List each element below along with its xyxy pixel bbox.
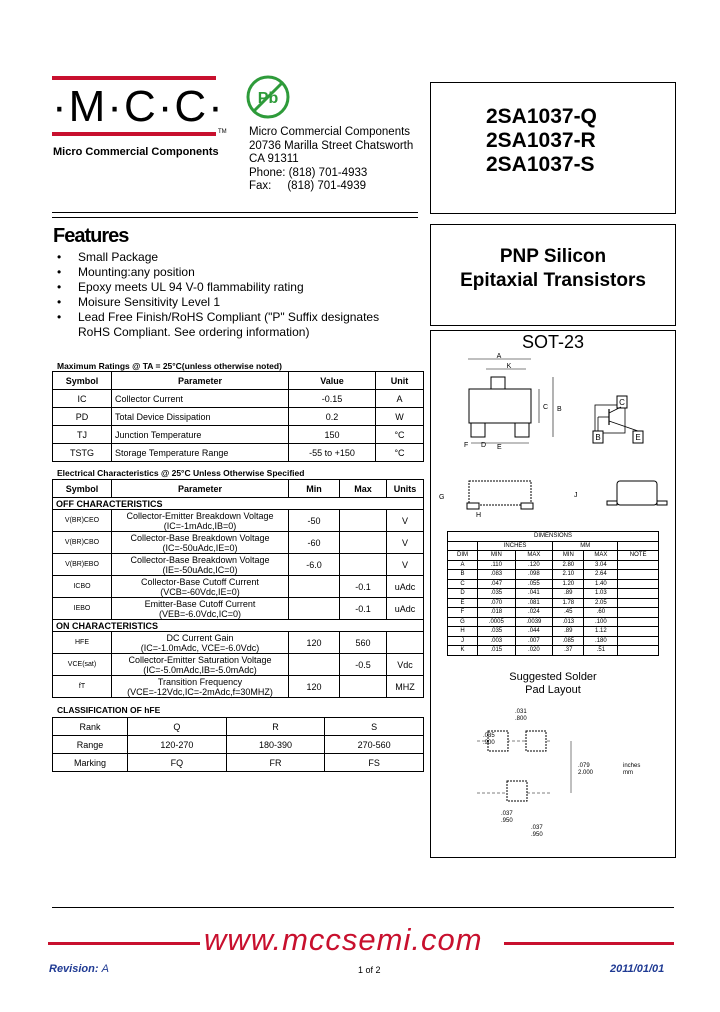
table-header: Parameter	[112, 372, 289, 390]
electrical-title: Electrical Characteristics @ 25°C Unless Otherwise Specified	[57, 468, 305, 478]
table-header: Min	[289, 480, 340, 498]
dim-label-e: E	[497, 444, 502, 451]
solder-dim: .035	[483, 733, 495, 739]
solder-unit: mm	[623, 770, 633, 776]
header-divider	[52, 217, 418, 218]
table-row: ICBO Collector-Base Cutoff Current (VCB=-60Vdc,IE=0) -0.1 uAdc	[53, 576, 424, 598]
max-ratings-title: Maximum Ratings @ TA = 25°C(unless otherwise noted)	[57, 361, 282, 371]
solder-unit: inches	[623, 763, 641, 769]
dim-label-g: G	[439, 494, 445, 501]
solder-dim: .900	[483, 740, 495, 746]
dimensions-title: DIMENSIONS	[448, 532, 659, 542]
package-side-view	[431, 471, 675, 531]
table-row: PD Total Device Dissipation 0.2 W	[53, 408, 424, 426]
part-number: 2SA1037-S	[486, 153, 595, 176]
table-row: IC Collector Current -0.15 A	[53, 390, 424, 408]
dim-label-f: F	[464, 442, 469, 449]
table-row: F .018 .024 .45 .60	[448, 608, 659, 618]
header-divider	[52, 212, 418, 213]
table-row: V(BR)EBO Collector-Base Breakdown Voltage (IE=-50uAdc,IC=0) -6.0 V	[53, 554, 424, 576]
table-row: Range 120-270 180-390 270-560	[53, 736, 424, 754]
solder-title: Pad Layout	[525, 684, 581, 696]
list-item: • Small Package	[52, 250, 392, 265]
classification-title: CLASSIFICATION OF hFE	[57, 705, 161, 715]
dim-label-c: C	[543, 404, 549, 411]
solder-dim: .031	[515, 709, 527, 715]
table-header: Symbol	[53, 480, 112, 498]
table-row: V(BR)CBO Collector-Base Breakdown Voltage (IC=-50uAdc,IE=0) -60 V	[53, 532, 424, 554]
description-line: Epitaxial Transistors	[460, 270, 646, 291]
dimensions-table	[447, 531, 659, 656]
table-header: DIM	[448, 551, 478, 561]
dim-group-inches: INCHES	[478, 541, 553, 551]
package-name: SOT-23	[521, 332, 585, 352]
table-row: B .083 .098 2.10 2.64	[448, 570, 659, 580]
address-line: Fax: (818) 701-4939	[249, 180, 366, 192]
dim-label-k: K	[506, 363, 512, 370]
solder-dim: .037	[531, 825, 543, 831]
dim-label-b: B	[557, 406, 562, 413]
table-row: TSTG Storage Temperature Range -55 to +150 °C	[53, 444, 424, 462]
table-header: MIN	[478, 551, 516, 561]
table-header: MIN	[553, 551, 584, 561]
description-line: PNP Silicon	[499, 246, 607, 267]
table-row: HFE DC Current Gain (IC=-1.0mAdc, VCE=-6.0Vdc) 120 560	[53, 632, 424, 654]
description-box	[430, 224, 676, 326]
pb-free-icon	[245, 74, 291, 120]
package-box	[430, 330, 676, 858]
max-ratings-table	[52, 371, 424, 462]
address-line: Micro Commercial Components	[249, 126, 411, 138]
classification-table	[52, 717, 424, 772]
solder-pad-drawing	[431, 699, 675, 849]
table-header: Value	[289, 372, 376, 390]
table-row: G .0005 .0039 .013 .100	[448, 617, 659, 627]
url-left-bar	[48, 942, 200, 945]
logo-bottom-bar	[52, 132, 216, 136]
pb-badge-text: Pb	[257, 90, 279, 107]
table-row: fT Transition Frequency (VCE=-12Vdc,IC=-2mAdc,f=30MHZ) 120 MHZ	[53, 676, 424, 698]
table-row: V(BR)CEO Collector-Emitter Breakdown Voltage (IC=-1mAdc,IB=0) -50 V	[53, 510, 424, 532]
dim-label-h: H	[476, 512, 482, 519]
table-header: Unit	[376, 372, 424, 390]
table-header: NOTE	[618, 551, 659, 561]
part-number: 2SA1037-R	[486, 129, 596, 152]
mcc-logo: ·M·C·C·	[52, 82, 225, 131]
dim-label-a: A	[496, 353, 502, 360]
dim-label-j: J	[574, 492, 578, 499]
page-number: 1 of 2	[358, 965, 381, 975]
company-address	[249, 126, 429, 194]
features-list	[52, 250, 392, 340]
package-top-view	[431, 351, 675, 491]
table-header: MAX	[515, 551, 553, 561]
table-header: Parameter	[112, 480, 289, 498]
features-title: Features	[53, 225, 129, 247]
table-row: J .003 .007 .085 .180	[448, 636, 659, 646]
company-name: Micro Commercial Components	[53, 146, 219, 158]
list-item: • Lead Free Finish/RoHS Compliant ("P" Suffix designates RoHS Compliant. See ordering information)	[52, 310, 392, 340]
list-item: • Moisure Sensitivity Level 1	[52, 295, 392, 310]
table-row: A .110 .120 2.80 3.04	[448, 560, 659, 570]
part-number-box	[430, 82, 676, 214]
table-header: Units	[387, 480, 424, 498]
table-row: H .035 .044 .89 1.12	[448, 627, 659, 637]
solder-dim: .800	[515, 716, 527, 722]
pin-b: B	[595, 433, 601, 442]
website-url[interactable]: www.mccsemi.com	[204, 922, 483, 957]
list-item: • Mounting:any position	[52, 265, 392, 280]
solder-title: Suggested Solder	[509, 671, 597, 683]
table-row: C .047 .055 1.20 1.40	[448, 579, 659, 589]
table-header: Max	[340, 480, 387, 498]
section-title: OFF CHARACTERISTICS	[53, 498, 424, 510]
dim-group-mm: MM	[553, 541, 618, 551]
logo-top-bar	[52, 76, 216, 80]
section-title: ON CHARACTERISTICS	[53, 620, 424, 632]
table-row: TJ Junction Temperature 150 °C	[53, 426, 424, 444]
solder-dim: .079	[578, 763, 590, 769]
dim-label-d: D	[481, 442, 487, 449]
table-row: K .015 .020 .37 .51	[448, 646, 659, 656]
pin-e: E	[635, 433, 641, 442]
table-row: Marking FQ FR FS	[53, 754, 424, 772]
address-line: CA 91311	[249, 153, 299, 165]
revision-label: Revision:	[49, 963, 99, 975]
table-header: MAX	[584, 551, 618, 561]
revision-value: A	[101, 963, 109, 975]
table-row: E .070 .081 1.78 2.05	[448, 598, 659, 608]
trademark: TM	[218, 129, 227, 135]
revision	[49, 963, 109, 975]
solder-dim: 2.000	[578, 770, 594, 776]
table-header: Symbol	[53, 372, 112, 390]
pin-c: C	[619, 398, 625, 407]
solder-dim: .037	[501, 811, 513, 817]
electrical-table	[52, 479, 424, 698]
solder-dim: .950	[501, 818, 513, 824]
table-row: VCE(sat) Collector-Emitter Saturation Voltage (IC=-5.0mAdc,IB=-5.0mAdc) -0.5 Vdc	[53, 654, 424, 676]
solder-dim: .950	[531, 832, 543, 838]
table-row: Rank Q R S	[53, 718, 424, 736]
table-row: IEBO Emitter-Base Cutoff Current (VEB=-6.0Vdc,IC=0) -0.1 uAdc	[53, 598, 424, 620]
revision-date: 2011/01/01	[610, 963, 665, 975]
address-line: Phone: (818) 701-4933	[249, 166, 368, 179]
url-right-bar	[504, 942, 674, 945]
address-line: 20736 Marilla Street Chatsworth	[249, 139, 414, 152]
footer-divider	[52, 907, 674, 908]
part-number: 2SA1037-Q	[486, 105, 597, 128]
table-row: D .035 .041 .89 1.03	[448, 589, 659, 599]
list-item: • Epoxy meets UL 94 V-0 flammability rating	[52, 280, 392, 295]
